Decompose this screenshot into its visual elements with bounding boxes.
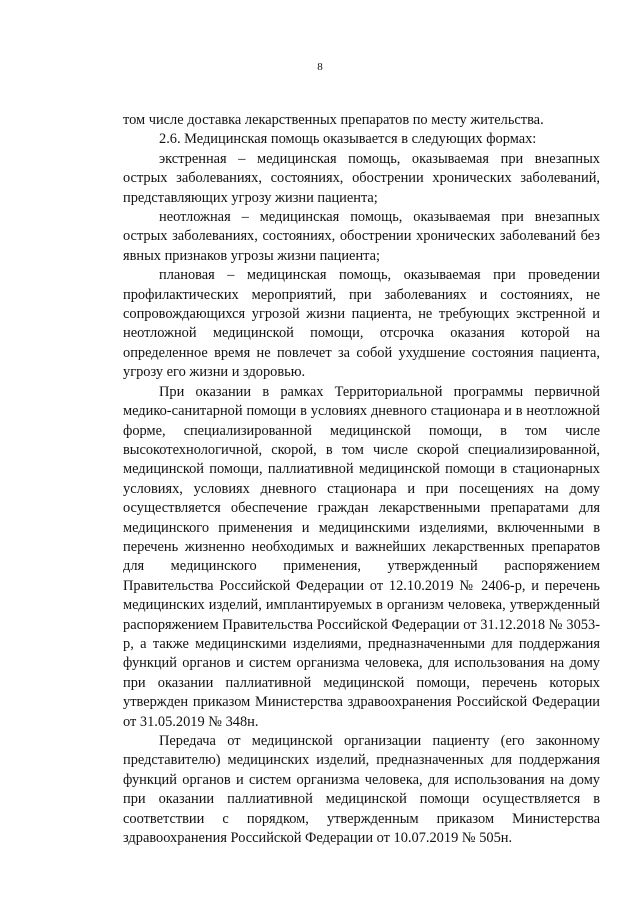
paragraph-urgent-form: неотложная – медицинская помощь, оказываемая при внезапных острых заболеваниях, состояниях, обострении хронических заболеваний без явных признаков угрозы жизни пациента; — [123, 209, 600, 264]
paragraph-section-2-6: 2.6. Медицинская помощь оказывается в следующих формах: — [159, 131, 537, 148]
paragraph-device-transfer: Передача от медицинской организации пациенту (его законному представителю) медицинских изделий, предназначенных для поддержания функций органов и систем организма человека, для использования на дому при оказании паллиативной медицинской помощи осуществляется в соответствии с порядком, утвержденным приказом Министерства здравоохранения Российской Федерации от 10.07.2019 № 505н. — [123, 733, 600, 847]
paragraph-drug-provision: При оказании в рамках Территориальной программы первичной медико-санитарной помощи в условиях дневного стационара и в неотложной форме, специализированной медицинской помощи, в том числе высокотехнологичной, скорой, в том числе скорой специализированной, медицинской помощи, паллиативной медицинской помощи в стационарных условиях, условиях дневного стационара и при посещениях на дому осуществляется обеспечение граждан лекарственными препаратами для медицинского применения и медицинскими изделиями, включенными в перечень жизненно необходимых и важнейших лекарственных препаратов для медицинского применения, утвержденный распоряжением Правительства Российской Федерации от 12.10.2019 № 2406-р, и перечень медицинских изделий, имплантируемых в организм человека, утвержденный распоряжением Правительства Российской Федерации от 31.12.2018 № 3053-р, а также медицинскими изделиями, предназначенными для поддержания функций органов и систем организма человека, для использования на дому при оказании паллиативной медицинской помощи, перечень которых утвержден приказом Министерства здравоохранения Российской Федерации от 31.05.2019 № 348н. — [123, 383, 600, 730]
paragraph-emergency-form: экстренная – медицинская помощь, оказываемая при внезапных острых заболеваниях, состояниях, обострении хронических заболеваний, представляющих угрозу жизни пациента; — [123, 150, 600, 206]
paragraph-continuation: том числе доставка лекарственных препаратов по месту жительства. — [123, 112, 544, 128]
paragraph-planned-form: плановая – медицинская помощь, оказываемая при проведении профилактических мероприятий, при заболеваниях и состояниях, не сопровождающихся угрозой жизни пациента, не требующих экстренной и неотложной медицинской помощи, отсрочка оказания которой на определенное время не повлечет за собой ухудшение состояния пациента, угрозу его жизни и здоровью. — [123, 267, 600, 381]
body-text — [123, 111, 600, 848]
page-number: 8 — [317, 61, 323, 73]
